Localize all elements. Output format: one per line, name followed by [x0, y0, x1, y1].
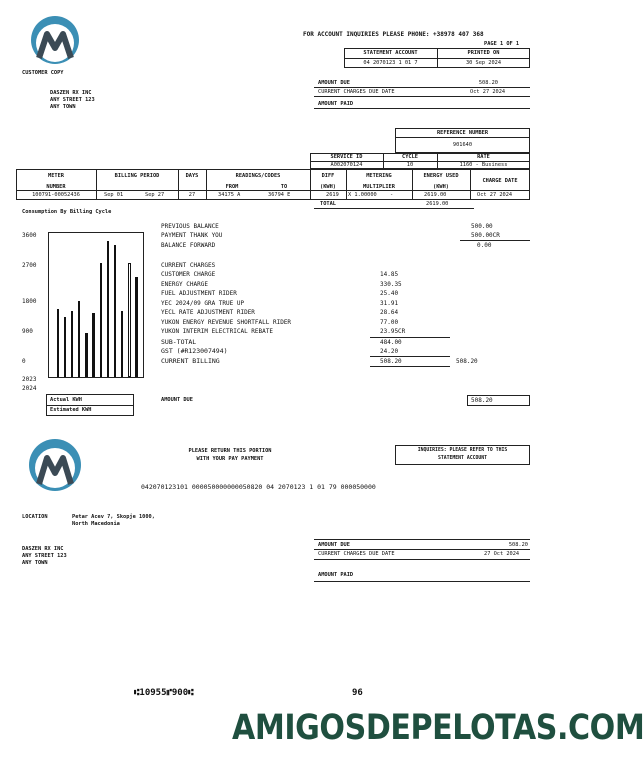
previous-balance-label: PREVIOUS BALANCE — [161, 223, 219, 230]
bar-actual — [78, 301, 80, 377]
service-id-label: SERVICE ID — [330, 154, 363, 160]
charge-item-label: FUEL ADJUSTMENT RIDER — [161, 290, 237, 297]
bar-actual — [92, 313, 94, 377]
energy-kwh-label: (KWH) — [433, 184, 449, 190]
legend-actual: Actual KWH — [50, 397, 82, 403]
meter-number-value: 100791-00052436 — [32, 192, 80, 198]
current-billing-value-1: 508.20 — [380, 358, 402, 365]
amount-due-value-2: 508.20 — [471, 397, 493, 404]
watermark-brand: AMIGOSDEPELOTAS.COM — [232, 708, 644, 748]
number-label: NUMBER — [46, 184, 66, 190]
metering-dash: - — [390, 192, 394, 198]
charge-item-label: YUKON ENERGY REVENUE SHORTFALL RIDER — [161, 318, 292, 326]
remit-due-date-label: CURRENT CHARGES DUE DATE — [318, 551, 395, 557]
scan-line: 042070123101 000050000000050820 04 2070123 1 01 79 000050000 — [141, 483, 376, 491]
amount-due-label-2: AMOUNT DUE — [161, 397, 193, 403]
company-logo — [28, 14, 82, 66]
location-line2: North Macedonia — [72, 521, 120, 527]
printed-on-value: 30 Sep 2024 — [465, 60, 502, 66]
readings-label: READINGS/CODES — [235, 173, 281, 179]
remit-amount-due-value: 508.20 — [508, 542, 528, 548]
bar-actual — [121, 311, 123, 377]
metering-label: METERING — [366, 173, 392, 179]
company-logo-remit — [28, 437, 82, 493]
energy-used-label: ENERGY USED — [423, 173, 459, 179]
charge-item-label: YECL RATE ADJUSTMENT RIDER — [161, 309, 255, 316]
charge-item-amount: 14.85 — [380, 271, 399, 278]
charge-item-label: YEC 2024/09 GRA TRUE UP — [161, 299, 245, 307]
customer-town: ANY TOWN — [50, 104, 76, 110]
charge-date-value: Oct 27 2024 — [477, 192, 513, 198]
from-reading-value: 34175 A — [218, 192, 241, 198]
reference-value: 901640 — [452, 142, 473, 148]
y-tick: 900 — [22, 328, 33, 335]
meter-label: METER — [48, 173, 64, 179]
remit-amount-paid-label: AMOUNT PAID — [318, 572, 354, 578]
amount-due-value: 508.20 — [478, 80, 498, 86]
page-number: PAGE 1 OF 1 — [484, 41, 520, 47]
customer-street: ANY STREET 123 — [50, 97, 95, 103]
gst-value: 24.20 — [380, 348, 399, 355]
chart-plot-area — [48, 232, 144, 378]
bar-estimated — [128, 263, 130, 377]
bar-actual — [100, 263, 102, 377]
charge-item-label: CUSTOMER CHARGE — [161, 271, 216, 278]
to-label: TO — [280, 184, 288, 190]
inquiries-line2: STATEMENT ACCOUNT — [437, 456, 488, 461]
bar-actual — [114, 245, 116, 377]
payment-value: 500.00CR — [471, 232, 500, 239]
bar-actual — [71, 311, 73, 377]
payment-label: PAYMENT THANK YOU — [161, 232, 223, 239]
charge-item-label: YUKON INTERIM ELECTRICAL REBATE — [161, 328, 273, 335]
from-label: FROM — [225, 184, 239, 190]
subtotal-value: 484.00 — [380, 339, 402, 346]
diff-value: 2619 — [326, 192, 339, 198]
charge-date-label: CHARGE DATE — [482, 178, 518, 184]
days-value: 27 — [188, 192, 196, 198]
total-value: 2619.00 — [426, 201, 449, 207]
return-portion-line2: WITH YOUR PAY PAYMENT — [196, 456, 264, 462]
current-charges-label: CURRENT CHARGES — [161, 262, 216, 269]
micr-number: 96 — [352, 688, 363, 698]
charge-item-amount: 31.91 — [380, 299, 399, 307]
y-tick: 0 — [22, 358, 26, 365]
rate-value: 1160 - Business — [459, 162, 508, 168]
chart-title: Consumption By Billing Cycle — [22, 209, 112, 215]
days-label: DAYS — [185, 173, 199, 179]
location-label: LOCATION — [22, 514, 48, 520]
charge-item-amount: 77.00 — [380, 318, 399, 326]
inquiries-line1: INQUIRIES: PLEASE REFER TO THIS — [417, 448, 508, 453]
to-date-value: Sep 27 — [145, 192, 165, 198]
previous-balance-value: 500.00 — [471, 223, 493, 230]
micr-routing: ⑆10955⑈900⑆ — [134, 688, 194, 698]
total-label: TOTAL — [320, 201, 336, 207]
bar-actual — [135, 277, 137, 377]
diff-kwh-label: (KWH) — [320, 184, 336, 190]
subtotal-label: SUB-TOTAL — [161, 338, 197, 346]
service-id-value: A002070124 — [330, 162, 363, 168]
charge-item-amount: 28.64 — [380, 309, 399, 316]
customer-name: DASZEN RX INC — [50, 90, 92, 96]
printed-on-label: PRINTED ON — [467, 50, 500, 56]
cycle-label: CYCLE — [402, 154, 418, 160]
charge-item-amount: 330.35 — [380, 280, 402, 288]
current-billing-value-2: 508.20 — [456, 358, 478, 365]
balance-forward-label: BALANCE FORWARD — [161, 242, 216, 249]
charge-item-amount: 25.40 — [380, 290, 399, 297]
bar-actual — [107, 241, 109, 377]
multiplier-value: X 1.00000 — [348, 192, 377, 198]
x-label: 2023 — [22, 376, 37, 383]
to-reading-value: 36794 E — [268, 192, 291, 198]
statement-account-value: 04 2070123 1 01 7 — [363, 60, 418, 66]
from-date-value: Sep 01 — [104, 192, 124, 198]
bar-actual — [57, 309, 59, 377]
y-tick: 1800 — [22, 298, 37, 305]
current-billing-label: CURRENT BILLING — [161, 357, 220, 365]
customer-copy-label: CUSTOMER COPY — [22, 70, 64, 76]
charge-item-label: ENERGY CHARGE — [161, 280, 208, 288]
remit-amount-due-label: AMOUNT DUE — [318, 542, 350, 548]
location-line1: Petar Acev 7, Skopje 1000, — [72, 514, 155, 520]
remit-customer-town: ANY TOWN — [22, 560, 48, 566]
charge-item-amount: 23.95CR — [380, 328, 406, 335]
y-tick: 3600 — [22, 232, 37, 239]
y-tick: 2700 — [22, 262, 37, 269]
statement-account-label: STATEMENT ACCOUNT — [363, 50, 418, 56]
bar-actual — [64, 317, 66, 377]
legend-estimated: Estimated KWH — [50, 407, 92, 413]
remit-due-date-value: 27 Oct 2024 — [484, 551, 520, 557]
return-portion-line1: PLEASE RETURN THIS PORTION — [188, 448, 272, 454]
gst-label: GST (#R123007494) — [161, 347, 228, 355]
remit-customer-name: DASZEN RX INC — [22, 546, 64, 552]
energy-used-value: 2619.00 — [424, 192, 447, 198]
rate-label: RATE — [477, 154, 490, 160]
remit-customer-street: ANY STREET 123 — [22, 553, 67, 559]
cycle-value: 10 — [406, 162, 414, 168]
diff-label: DIFF — [321, 173, 335, 179]
inquiries-phone: FOR ACCOUNT INQUIRIES PLEASE PHONE: +38978 407 368 — [303, 31, 484, 38]
multiplier-label: MULTIPLIER — [363, 184, 395, 190]
due-date-value: Oct 27 2024 — [470, 89, 506, 95]
billing-period-label: BILLING PERIOD — [114, 173, 160, 179]
balance-forward-value: 0.00 — [477, 242, 492, 249]
reference-label: REFERENCE NUMBER — [436, 130, 489, 136]
amount-due-label: AMOUNT DUE — [318, 80, 350, 86]
due-date-label: CURRENT CHARGES DUE DATE — [318, 89, 395, 95]
amount-paid-label: AMOUNT PAID — [318, 101, 354, 107]
bar-actual — [85, 333, 87, 377]
x-label: 2024 — [22, 385, 37, 392]
